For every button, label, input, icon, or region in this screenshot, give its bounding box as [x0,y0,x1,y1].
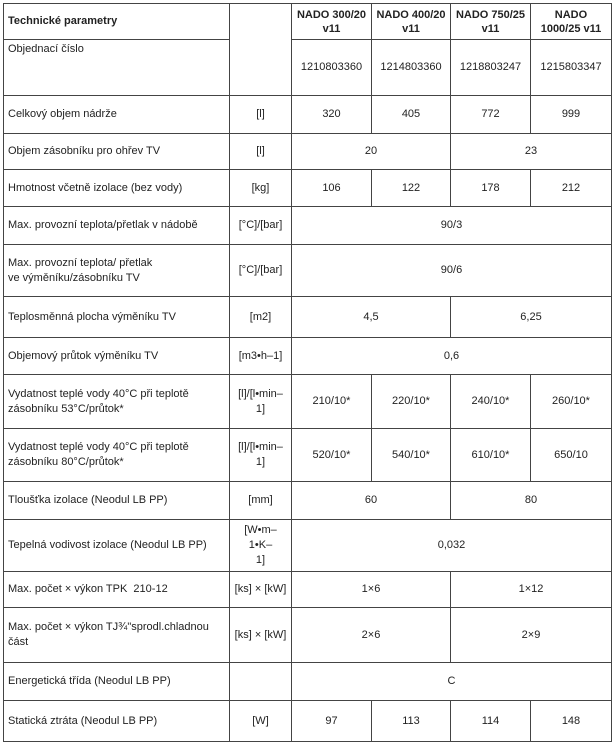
order-number-cell: 1215803347 [531,40,612,96]
value-cell: 320 [292,96,372,134]
param-label: Tepelná vodivost izolace (Neodul LB PP) [4,520,230,572]
model-header: NADO 400/20 v11 [372,4,451,40]
table-row [4,297,612,338]
unit-cell [230,375,292,429]
table-row [4,96,612,134]
unit-cell: [ks] × [kW] [230,608,292,663]
unit-line: 1] [255,554,266,566]
unit-cell: [ks] × [kW] [230,572,292,608]
order-number-cell: 1218803247 [451,40,531,96]
table-row [4,375,612,429]
value-cell: 540/10* [372,429,451,482]
value-cell: 0,6 [292,338,612,375]
param-label-line: Vydatnost teplé vody 40°C při teplotě [8,387,189,400]
order-number-row [4,40,612,96]
param-label: Energetická třída (Neodul LB PP) [4,663,230,701]
unit-line: 1] [255,456,266,468]
value-cell: 2×9 [451,608,612,663]
value-cell: 4,5 [292,297,451,338]
value-cell: 220/10* [372,375,451,429]
unit-cell [230,429,292,482]
value-cell: 90/3 [292,207,612,245]
value-cell: 2×6 [292,608,451,663]
value-cell: 60 [292,482,451,520]
param-label-line: Vydatnost teplé vody 40°C při teplotě [8,441,189,453]
value-cell: C [292,663,612,701]
unit-line: 1] [255,402,266,415]
param-label: Max. počet × výkon TPK 210-12 [4,572,230,608]
unit-cell: [m3•h–1] [230,338,292,375]
unit-cell: [°C]/[bar] [230,245,292,297]
value-cell: 122 [372,170,451,207]
table-row [4,520,612,572]
table-title: Technické parametry [4,4,230,40]
value-cell: 520/10* [292,429,372,482]
table-row [4,608,612,663]
value-cell: 23 [451,134,612,170]
unit-line: [l]/[l•min– [238,441,283,453]
unit-line: [l]/[l•min– [238,387,283,400]
unit-cell: [m2] [230,297,292,338]
value-cell: 650/10 [531,429,612,482]
value-cell: 20 [292,134,451,170]
value-cell: 240/10* [451,375,531,429]
value-cell: 114 [451,701,531,742]
table-row [4,134,612,170]
value-cell: 90/6 [292,245,612,297]
table-row [4,572,612,608]
table-row [4,207,612,245]
param-label [4,429,230,482]
unit-cell [230,663,292,701]
header-row [4,4,612,40]
value-cell: 1×6 [292,572,451,608]
unit-cell: [l] [230,134,292,170]
unit-cell: [°C]/[bar] [230,207,292,245]
table-row [4,338,612,375]
param-label-line: zásobníku 53°C/průtok* [8,402,124,415]
value-cell: 113 [372,701,451,742]
model-header: NADO 1000/25 v11 [531,4,612,40]
unit-cell: [l] [230,96,292,134]
value-cell: 6,25 [451,297,612,338]
param-label-line: zásobníku 80°C/průtok* [8,456,124,468]
unit-cell: [W] [230,701,292,742]
value-cell: 610/10* [451,429,531,482]
order-number-cell: 1210803360 [292,40,372,96]
table-row [4,429,612,482]
order-number-label: Objednací číslo [4,40,230,96]
param-label-line: část [8,636,29,648]
value-cell: 0,032 [292,520,612,572]
unit-line: [W•m–1•K– [244,524,277,551]
param-label [4,375,230,429]
order-number-cell: 1214803360 [372,40,451,96]
value-cell: 148 [531,701,612,742]
param-label: Objem zásobníku pro ohřev TV [4,134,230,170]
param-label: Celkový objem nádrže [4,96,230,134]
param-label [4,608,230,663]
technical-parameters-table [3,3,612,742]
table-row [4,245,612,297]
value-cell: 999 [531,96,612,134]
table-row [4,170,612,207]
param-label: Tloušťka izolace (Neodul LB PP) [4,482,230,520]
model-header: NADO 750/25 v11 [451,4,531,40]
value-cell: 212 [531,170,612,207]
value-cell: 1×12 [451,572,612,608]
unit-cell: [mm] [230,482,292,520]
model-header: NADO 300/20 v11 [292,4,372,40]
param-label: Statická ztráta (Neodul LB PP) [4,701,230,742]
value-cell: 260/10* [531,375,612,429]
value-cell: 210/10* [292,375,372,429]
param-label: Hmotnost včetně izolace (bez vody) [4,170,230,207]
param-label [4,245,230,297]
table-row [4,701,612,742]
param-label-line: ve výměníku/zásobníku TV [8,271,140,284]
value-cell: 106 [292,170,372,207]
param-label: Max. provozní teplota/přetlak v nádobě [4,207,230,245]
value-cell: 405 [372,96,451,134]
value-cell: 772 [451,96,531,134]
table-row [4,663,612,701]
param-label-line: Max. počet × výkon TJ¾"sprodl.chladnou [8,621,209,633]
unit-header-blank [230,4,292,96]
value-cell: 80 [451,482,612,520]
table-row [4,482,612,520]
unit-cell: [kg] [230,170,292,207]
param-label: Teplosměnná plocha výměníku TV [4,297,230,338]
value-cell: 178 [451,170,531,207]
value-cell: 97 [292,701,372,742]
param-label: Objemový průtok výměníku TV [4,338,230,375]
unit-cell [230,520,292,572]
param-label-line: Max. provozní teplota/ přetlak [8,256,153,269]
